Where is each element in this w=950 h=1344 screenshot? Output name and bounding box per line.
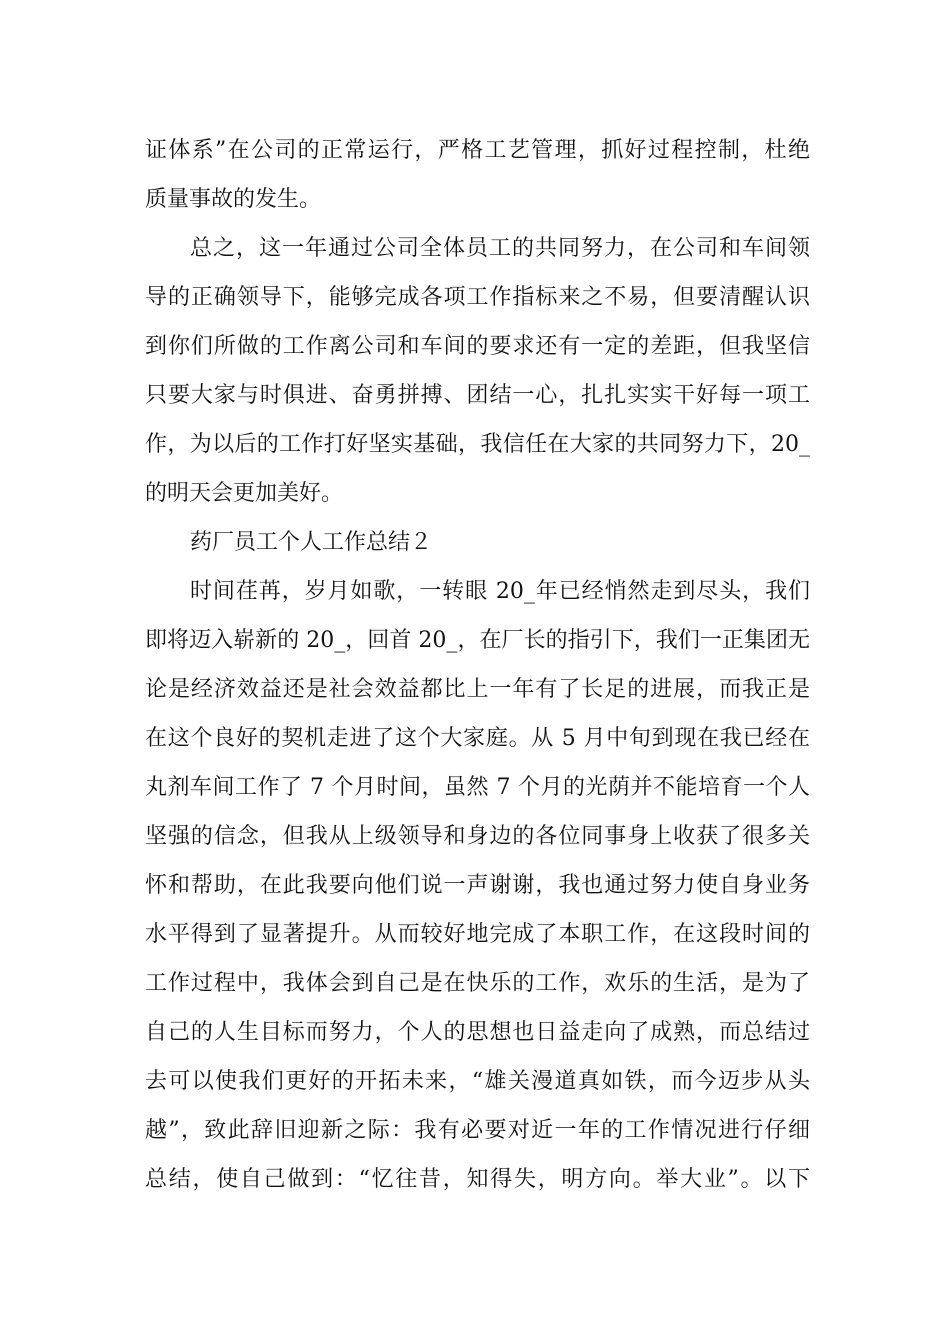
text-line: 时间荏苒，岁月如歌，一转眼 20_年已经悄然走到尽头，我们 <box>190 579 810 604</box>
text-line: 去可以使我们更好的开拓未来，“雄关漫道真如铁，而今迈步从头 <box>145 1069 810 1094</box>
text-line: 越”，致此辞旧迎新之际：我有必要对近一年的工作情况进行仔细 <box>145 1118 810 1143</box>
text-line: 论是经济效益还是社会效益都比上一年有了长足的进展，而我正是 <box>145 677 810 702</box>
text-line: 工作过程中，我体会到自己是在快乐的工作，欢乐的生活，是为了 <box>145 971 810 996</box>
text-line: 证体系”在公司的正常运行，严格工艺管理，抓好过程控制，杜绝 <box>145 138 810 163</box>
text-line: 自己的人生目标而努力，个人的思想也日益走向了成熟，而总结过 <box>145 1020 810 1045</box>
text-line: 怀和帮助，在此我要向他们说一声谢谢，我也通过努力使自身业务 <box>145 873 810 898</box>
text-line: 即将迈入崭新的 20_，回首 20_，在厂长的指引下，我们一正集团无 <box>145 628 810 653</box>
text-line: 水平得到了显著提升。从而较好地完成了本职工作，在这段时间的 <box>145 922 810 947</box>
text-line: 的明天会更加美好。 <box>145 481 344 506</box>
text-line: 丸剂车间工作了 7 个月时间，虽然 7 个月的光荫并不能培育一个人 <box>145 775 810 800</box>
section-heading: 药厂员工个人工作总结２ <box>190 530 433 555</box>
text-line: 总之，这一年通过公司全体员工的共同努力，在公司和车间领 <box>190 236 810 261</box>
text-line: 总结，使自己做到：“忆往昔，知得失，明方向。举大业”。以下 <box>145 1167 810 1192</box>
text-line: 只要大家与时俱进、奋勇拼搏、团结一心，扎扎实实干好每一项工 <box>145 383 810 408</box>
text-line: 在这个良好的契机走进了这个大家庭。从 5 月中旬到现在我已经在 <box>145 726 810 751</box>
text-line: 到你们所做的工作离公司和车间的要求还有一定的差距，但我坚信 <box>145 334 810 359</box>
text-line: 导的正确领导下，能够完成各项工作指标来之不易，但要清醒认识 <box>145 285 810 310</box>
text-line: 作，为以后的工作打好坚实基础，我信任在大家的共同努力下，20_ <box>145 432 810 457</box>
text-line: 质量事故的发生。 <box>145 187 322 212</box>
text-line: 坚强的信念，但我从上级领导和身边的各位同事身上收获了很多关 <box>145 824 810 849</box>
